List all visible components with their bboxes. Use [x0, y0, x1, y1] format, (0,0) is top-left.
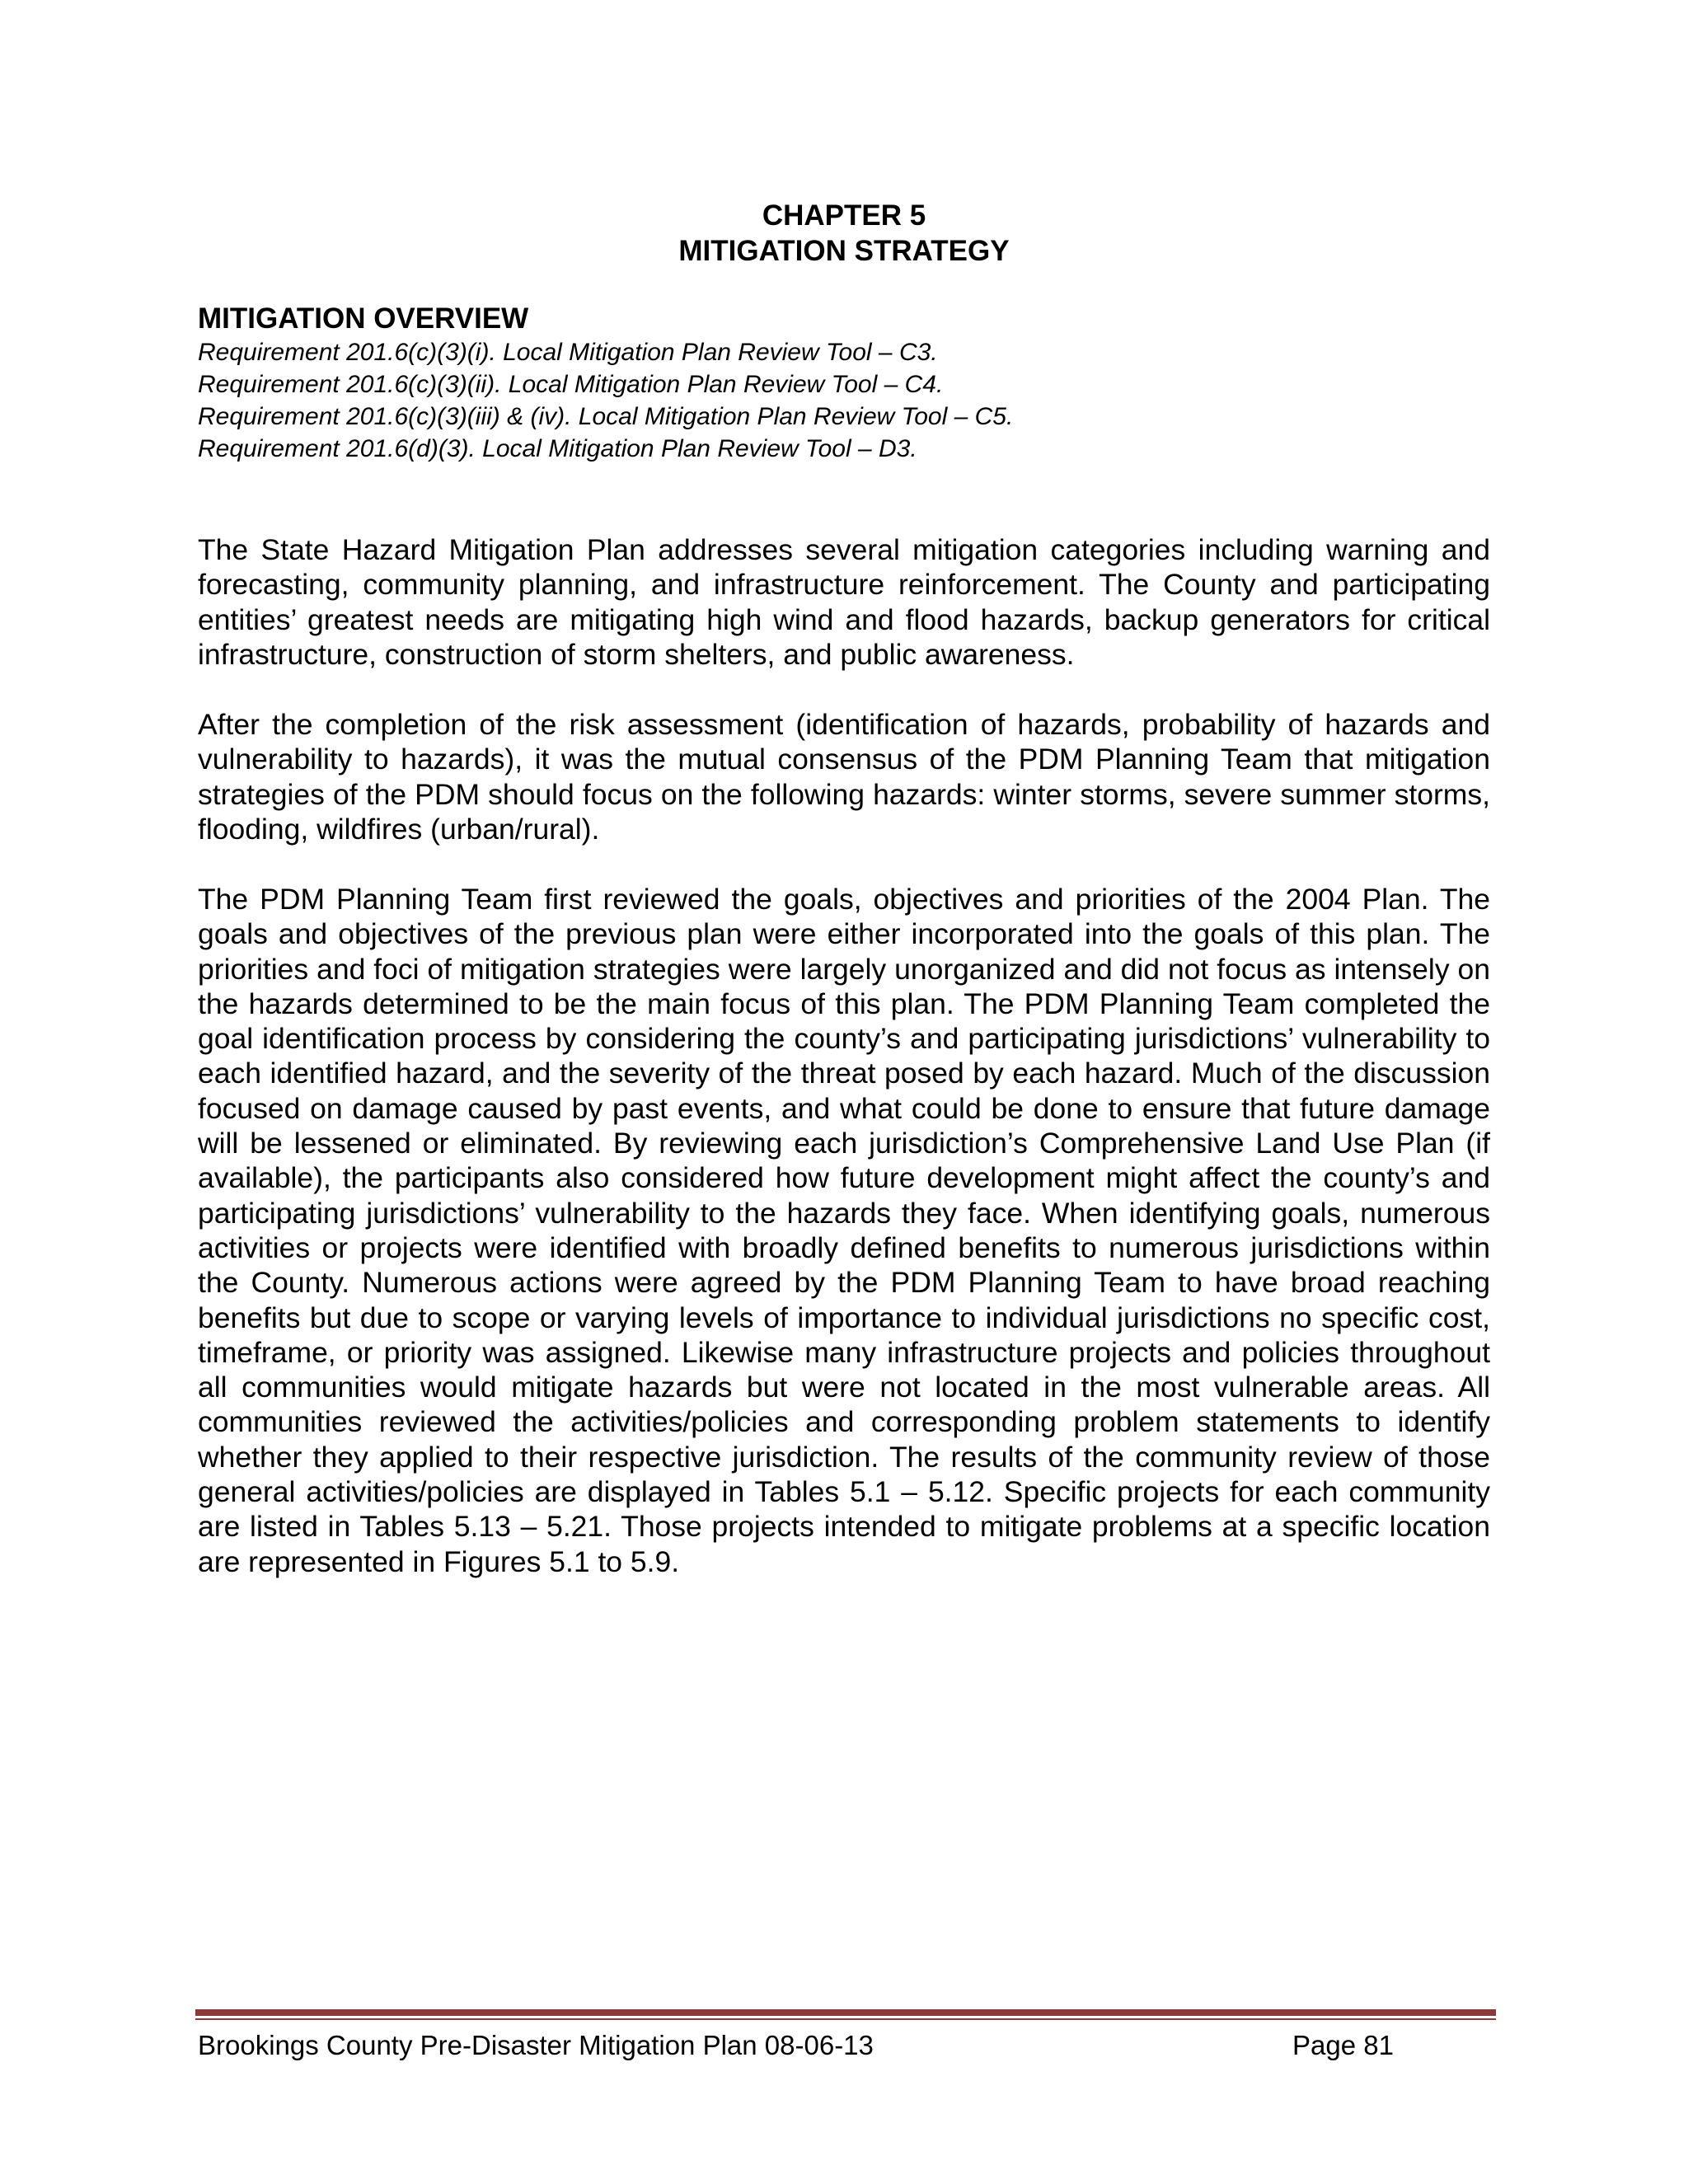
- footer-rule: [195, 2009, 1496, 2016]
- requirement-line: Requirement 201.6(c)(3)(iii) & (iv). Local Mitigation Plan Review Tool – C5.: [198, 403, 1014, 430]
- body-paragraph-3: The PDM Planning Team first reviewed the goals, objectives and priorities of the 2004 Plan. The goals and objectives of the previous plan were either incorporated into the goals of this plan. The priorities and foci of mitigation strategies were largely unorganized and did not focus as intensely on the hazards determined to be the main focus of this plan. The PDM Planning Team completed the goal identification process by considering the county’s and participating jurisdictions’ vulnerability to each identified hazard, and the severity of the threat posed by each hazard. Much of the discussion focused on damage caused by past events, and what could be done to ensure that future damage will be lessened or eliminated. By reviewing each jurisdiction’s Comprehensive Land Use Plan (if available), the participants also considered how future development might affect the county’s and participating jurisdictions’ vulnerability to the hazards they face. When identifying goals, numerous activities or projects were identified with broadly defined benefits to numerous jurisdictions within the County. Numerous actions were agreed by the PDM Planning Team to have broad reaching benefits but due to scope or varying levels of importance to individual jurisdictions no specific cost, timeframe, or priority was assigned. Likewise many infrastructure projects and policies throughout all communities would mitigate hazards but were not located in the most vulnerable areas. All communities reviewed the activities/policies and corresponding problem statements to identify whether they applied to their respective jurisdiction. The results of the community review of those general activities/policies are displayed in Tables 5.1 – 5.12. Specific projects for each community are listed in Tables 5.13 – 5.21. Those projects intended to mitigate problems at a specific location are represented in Figures 5.1 to 5.9.: [198, 883, 1490, 1578]
- footer-document-title: Brookings County Pre-Disaster Mitigation Plan 08-06-13: [198, 2030, 874, 2060]
- body-paragraph-2: After the completion of the risk assessment (identification of hazards, probability of hazards and vulnerability to hazards), it was the mutual consensus of the PDM Planning Team that mitigation strategies of the PDM should focus on the following hazards: winter storms, severe summer storms, flooding, wildfires (urban/rural).: [198, 708, 1490, 846]
- footer-page-number: Page 81: [1292, 2030, 1394, 2060]
- footer-rule-thin: [195, 2018, 1496, 2020]
- requirements-list: [198, 336, 1490, 465]
- requirement-line: Requirement 201.6(c)(3)(ii). Local Mitigation Plan Review Tool – C4.: [198, 371, 944, 398]
- body-paragraph-1: The State Hazard Mitigation Plan addresses several mitigation categories including warning and forecasting, community planning, and infrastructure reinforcement. The County and participating entities’ greatest needs are mitigating high wind and flood hazards, backup generators for critical infrastructure, construction of storm shelters, and public awareness.: [198, 533, 1490, 671]
- chapter-heading: [198, 198, 1490, 269]
- requirement-line: Requirement 201.6(d)(3). Local Mitigation Plan Review Tool – D3.: [198, 435, 917, 462]
- section-heading: MITIGATION OVERVIEW: [198, 302, 529, 335]
- requirement-line: Requirement 201.6(c)(3)(i). Local Mitigation Plan Review Tool – C3.: [198, 339, 938, 366]
- chapter-title: MITIGATION STRATEGY: [678, 235, 1010, 267]
- chapter-number: CHAPTER 5: [762, 199, 926, 232]
